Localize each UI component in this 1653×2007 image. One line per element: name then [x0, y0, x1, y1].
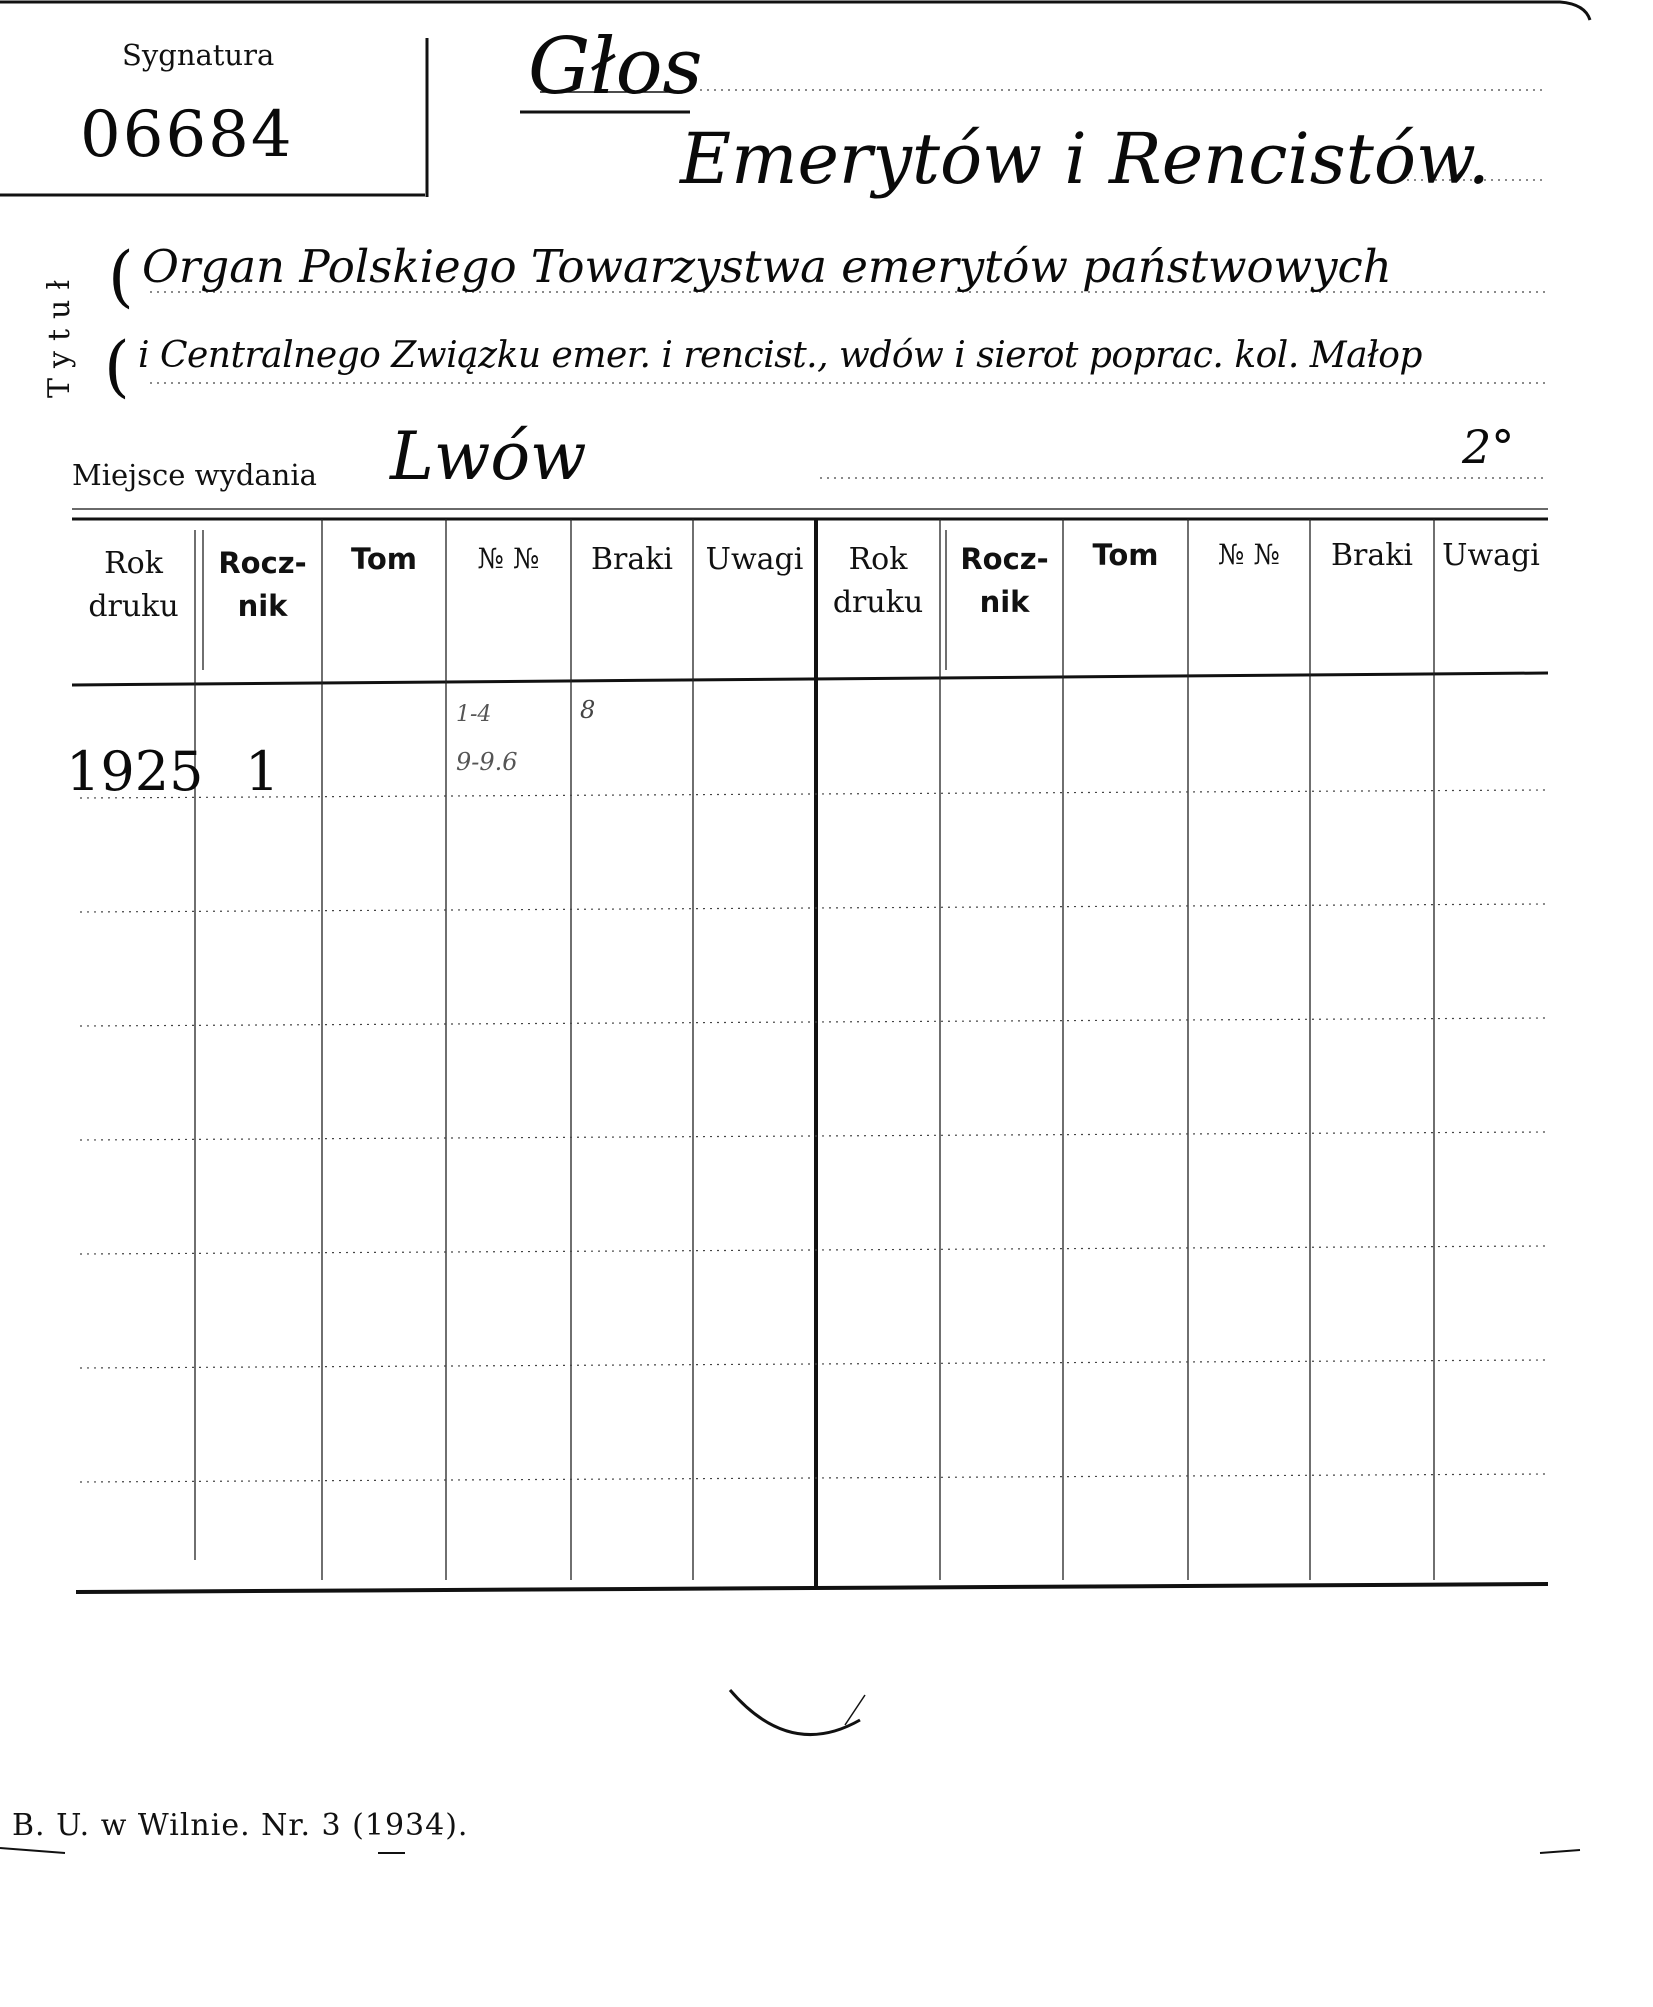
entry-numery-bottom: 9-9.6	[456, 748, 518, 776]
entry-numery-top: 1-4	[456, 702, 492, 727]
title-line2: Emerytów i Rencistów.	[680, 118, 1490, 200]
place-value: Lwów	[390, 418, 587, 495]
place-label: Miejsce wydania	[72, 458, 317, 492]
entry-braki: 8	[580, 696, 596, 724]
sygnatura-label: Sygnatura	[122, 38, 275, 72]
header-numery: № №	[477, 542, 540, 575]
title-desc-line1: Organ Polskiego Towarzystwa emerytów państwowych	[142, 240, 1392, 293]
header-rocznik: Rocz- nik	[218, 546, 307, 623]
header-tom: Tom	[350, 542, 418, 576]
header-rok-druku: Rok druku	[88, 546, 179, 624]
bracket-mark-1: (	[108, 238, 134, 315]
title-line1: Głos	[528, 22, 703, 112]
header-uwagi-2: Uwagi	[1442, 538, 1540, 573]
title-desc-line2: i Centralnego Związku emer. i rencist., wdów i sierot poprac. kol. Małop	[138, 335, 1422, 376]
header-rocznik-2: Rocz- nik	[960, 542, 1049, 619]
header-braki-2: Braki	[1330, 538, 1414, 573]
footer-imprint: B. U. w Wilnie. Nr. 3 (1934).	[12, 1808, 469, 1843]
entry-rocznik: 1	[245, 740, 280, 803]
entry-rok: 1925	[66, 740, 204, 803]
header-braki: Braki	[590, 542, 674, 577]
bracket-mark-2: (	[104, 328, 130, 405]
header-uwagi: Uwagi	[705, 542, 804, 577]
title-side-label: Tytuł	[42, 269, 77, 398]
header-tom-2: Tom	[1092, 538, 1159, 572]
header-numery-2: № №	[1218, 538, 1280, 571]
header-rok-druku-2: Rok druku	[832, 542, 924, 620]
format-value: 2°	[1462, 420, 1515, 474]
sygnatura-value: 06684	[80, 98, 294, 172]
